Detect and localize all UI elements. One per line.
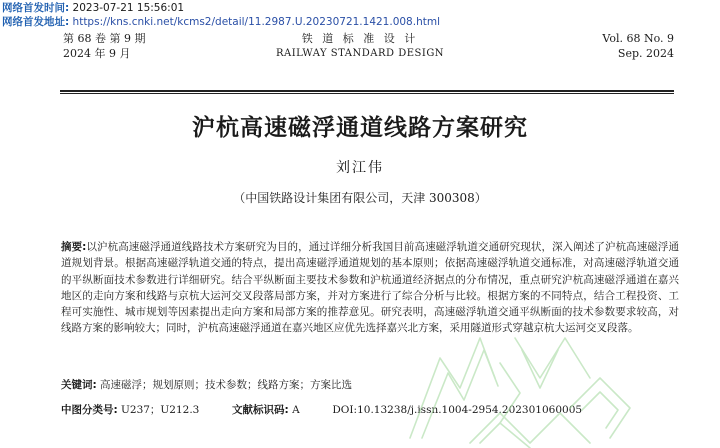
doc-code-label: 文献标识码: bbox=[232, 404, 289, 416]
abstract-label: 摘要: bbox=[61, 241, 87, 253]
publication-time-value: 2023-07-21 15:56:01 bbox=[72, 2, 185, 14]
abstract-text: 以沪杭高速磁浮通道线路技术方案研究为目的，通过详细分析我国目前高速磁浮轨道交通研究现状，深入阐述了沪杭高速磁浮通道规划背景。根据高速磁浮轨道交通的特点，提出高速磁浮通道规划的基本原则；依据高速磁浮轨道交通标准，对高速磁浮轨道交通的平纵断面技术参数进行详细研究。结合平纵断面主要技术参数和沪杭通道经济据点的分布情况，重点研究沪杭高速磁浮通道在嘉兴地区的走向方案和线路与京杭大运河交叉段落局部方案，并对方案进行了综合分析与比较。根据方案的不同特点，结合工程投资、工程可实施性、城市规划等因素提出走向方案和局部方案的推荐意见。研究表明，高速磁浮轨道交通平纵断面的技术参数要求较高，对线路方案的影响较大；同时，沪杭高速磁浮通道在嘉兴地区应优先选择嘉兴北方案，采用隧道形式穿越京杭大运河交叉段落。 bbox=[61, 241, 680, 335]
article-author: 刘江伟 bbox=[336, 160, 384, 176]
journal-header bbox=[0, 28, 720, 88]
doc-code-value: A bbox=[292, 404, 300, 416]
publication-time-label: 网络首发时间: bbox=[2, 2, 70, 14]
publication-time bbox=[2, 2, 184, 15]
keywords-text: 高速磁浮；规划原则；技术参数；线路方案；方案比选 bbox=[100, 379, 353, 391]
article-title: 沪杭高速磁浮通道线路方案研究 bbox=[192, 115, 528, 141]
clc-label: 中图分类号: bbox=[61, 404, 118, 416]
header-rule-thick bbox=[60, 90, 674, 92]
volume-issue-en: Vol. 68 No. 9 bbox=[602, 32, 674, 45]
classification-line bbox=[61, 403, 681, 417]
date-en: Sep. 2024 bbox=[617, 47, 674, 60]
volume-issue-cn: 第 68 卷 第 9 期 bbox=[63, 32, 146, 45]
abstract bbox=[61, 239, 679, 337]
publication-url-label: 网络首发地址: bbox=[2, 16, 70, 28]
publication-url-link[interactable]: https://kns.cnki.net/kcms2/detail/11.2987.U.20230721.1421.008.html bbox=[72, 16, 440, 28]
author-affiliation: （中国铁路设计集团有限公司，天津 300308） bbox=[233, 191, 487, 205]
keywords bbox=[61, 378, 679, 392]
clc-value: U237；U212.3 bbox=[121, 404, 200, 416]
keywords-label: 关键词: bbox=[61, 379, 97, 391]
journal-name-en: RAILWAY STANDARD DESIGN bbox=[275, 48, 445, 59]
journal-name-cn: 铁 道 标 准 设 计 bbox=[301, 32, 419, 45]
date-cn: 2024 年 9 月 bbox=[63, 47, 131, 60]
doi-label: DOI: bbox=[332, 404, 358, 416]
doi-value[interactable]: 10.13238/j.issn.1004-2954.202301060005 bbox=[357, 404, 583, 416]
header-rule-thin bbox=[60, 93, 674, 94]
